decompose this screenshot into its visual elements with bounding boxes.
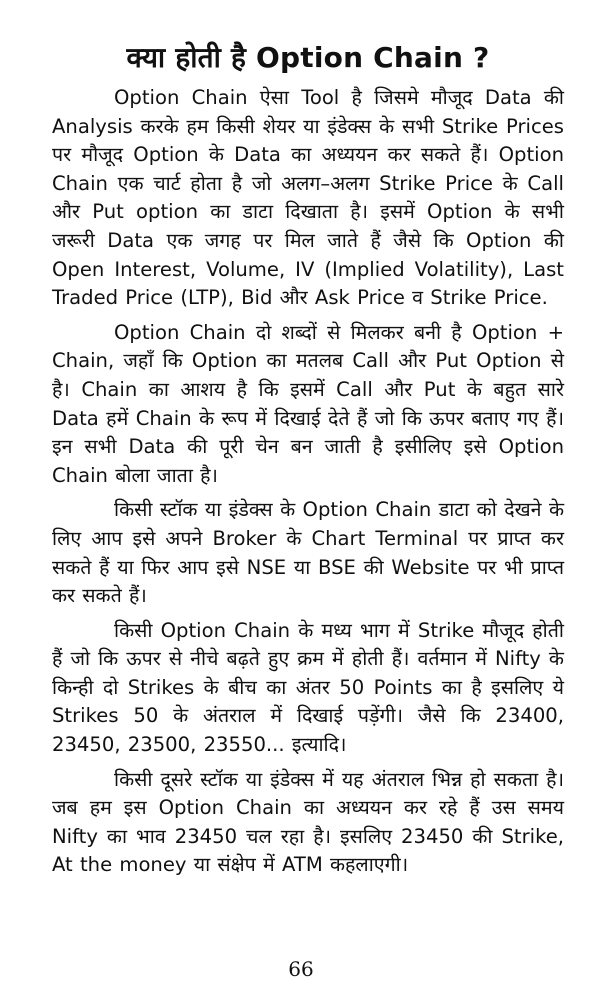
paragraph-what-is-option-chain: Option Chain ऐसा Tool है जिसमे मौजूद Data की Analysis करके हम किसी शेयर या इंडेक्स के सभी Strike Prices पर मौजूद Option के Data का अध्ययन कर सकते हैं। Option Chain एक चार्ट होता है जो अलग–अलग Strike Price के Call और Put option का डाटा दिखाता है। इसमें Option के सभी जरूरी Data एक जगह पर मिल जाते हैं जैसे कि Option की Open Interest, Volume, IV (Implied Volatility), Last Traded Price (LTP), Bid और Ask Price व Strike Price. (52, 86, 564, 310)
page-number: 66 (288, 957, 314, 981)
paragraph-atm-strike: किसी दूसरे स्टॉक या इंडेक्स में यह अंतराल भिन्न हो सकता है। जब हम इस Option Chain का अध्ययन कर रहे हैं उस समय Nifty का भाव 23450 चल रहा है। इसलिए 23450 की Strike, At the money या संक्षेप में ATM कहलाएगी। (52, 767, 564, 877)
paragraph-where-to-view: किसी स्टॉक या इंडेक्स के Option Chain डाटा को देखने के लिए आप इसे अपने Broker के Chart Terminal पर प्राप्त कर सकते हैं या फिर आप इसे NSE या BSE की Website पर भी प्राप्त कर सकते हैं। (52, 498, 564, 608)
paragraph-strike-intervals: किसी Option Chain के मध्य भाग में Strike मौजूद होती हैं जो कि ऊपर से नीचे बढ़ते हुए क्रम में होती हैं। वर्तमान में Nifty के किन्ही दो Strikes के बीच का अंतर 50 Points का है इसलिए ये Strikes 50 के अंतराल में दिखाई पड़ेंगी। जैसे कि 23400, 23450, 23500, 23550... इत्यादि। (52, 618, 564, 757)
paragraph-option-plus-chain: Option Chain दो शब्दों से मिलकर बनी है Option + Chain, जहाँ कि Option का मतलब Call और Put Option से है। Chain का आशय है कि इसमें Call और Put के बहुत सारे Data हमें Chain के रूप में दिखाई देते हैं जो कि ऊपर बताए गए हैं। इन सभी Data की पूरी चेन बन जाती है इसीलिए इसे Option Chain बोला जाता है। (52, 320, 564, 487)
page-title: क्या होती है Option Chain ? (126, 41, 490, 74)
